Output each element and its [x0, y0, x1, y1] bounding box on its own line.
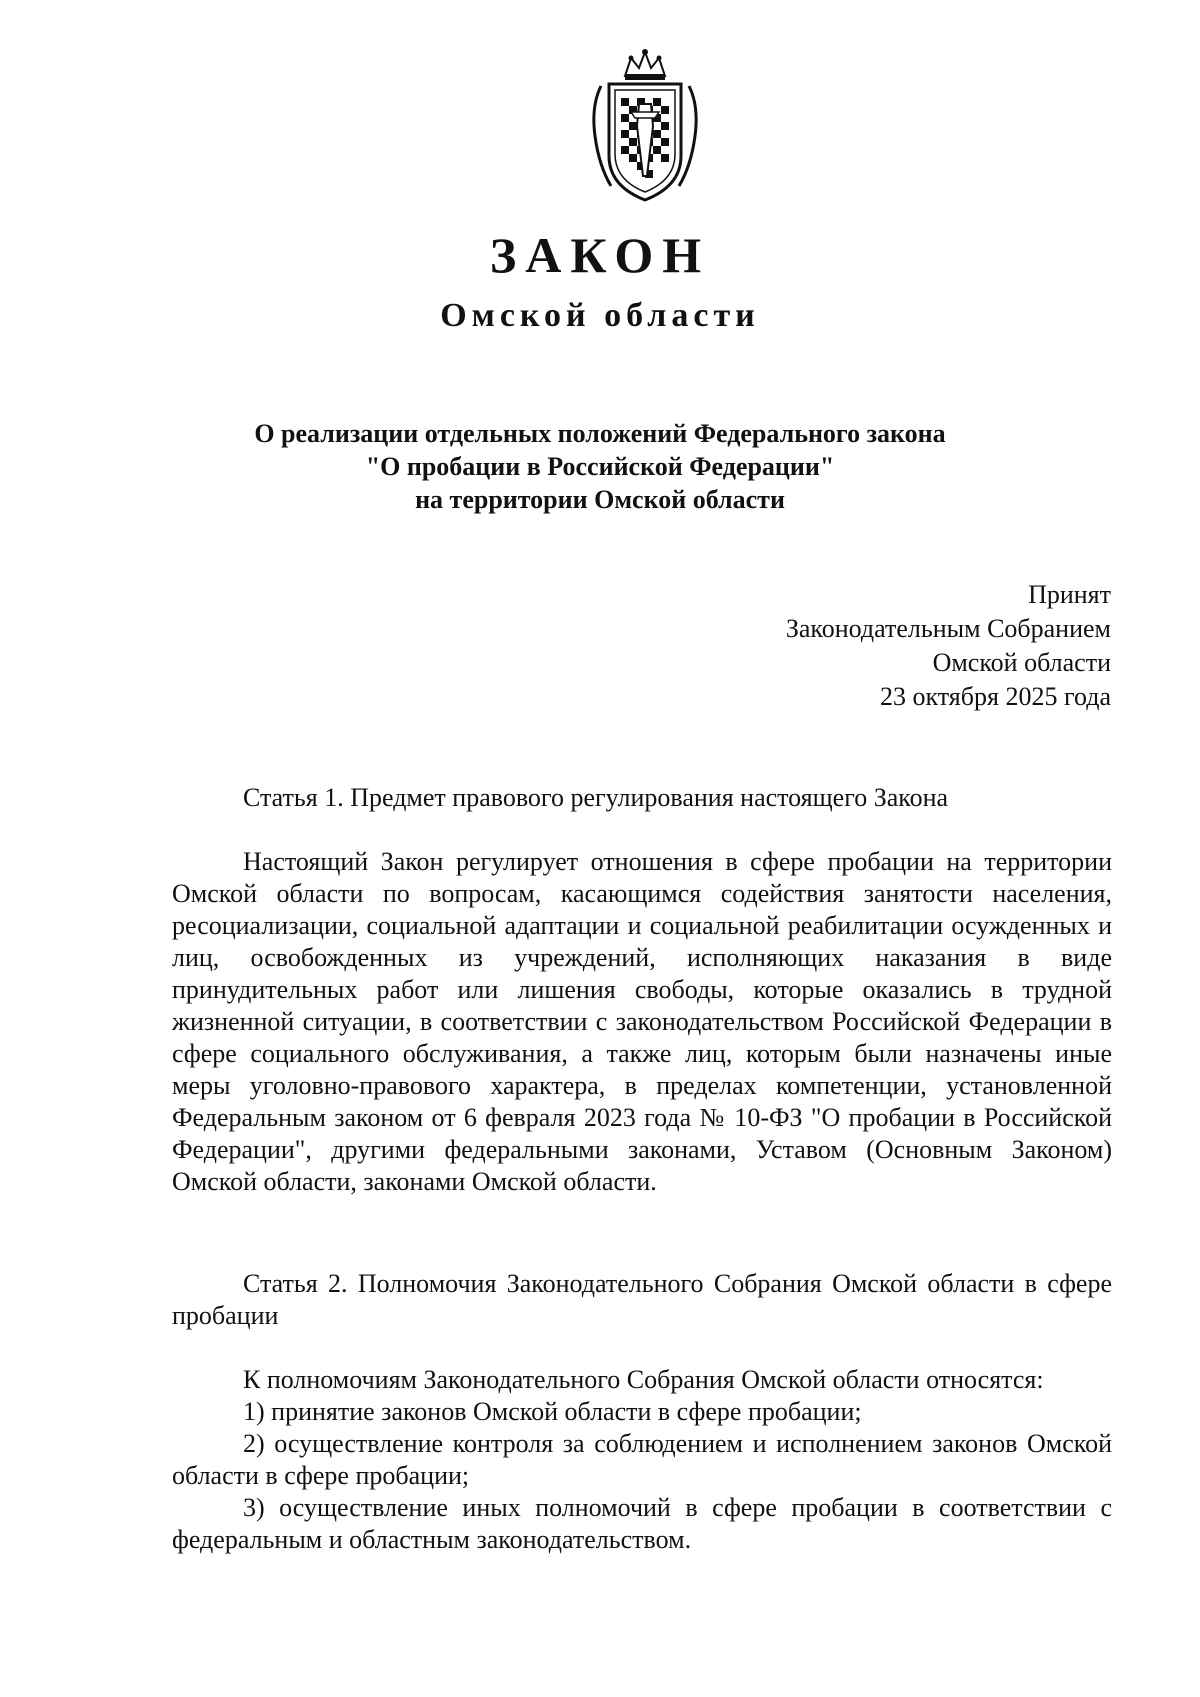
article-1-body: [172, 846, 1112, 1198]
article-1-heading: Статья 1. Предмет правового регулирования настоящего Закона: [243, 783, 949, 812]
law-subject: [150, 417, 1050, 516]
law-title: ЗАКОН: [489, 227, 711, 283]
list-item: 2) осуществление контроля за соблюдением и исполнением законов Омской области в сфере пробации;: [172, 1429, 1112, 1490]
subject-line: О реализации отдельных положений Федерального закона: [254, 419, 946, 448]
adoption-line: Законодательным Собранием: [785, 614, 1111, 643]
law-region: Омской области: [440, 297, 760, 334]
article-1-paragraph: Настоящий Закон регулирует отношения в сфере пробации на территории Омской области по вопросам, касающимся содействия занятости населения, ресоциализации, социальной адаптации и социальной реабилитации осужденных и лиц, освобожденных из учреждений, исполняющих наказания в виде принудительных работ или лишения свободы, которые оказались в трудной жизненной ситуации, в соответствии с законодательством Российской Федерации в сфере социального обслуживания, а также лиц, которым были назначены иные меры уголовно-правового характера, в пределах компетенции, установленной Федеральным законом от 6 февраля 2023 года № 10-ФЗ "О пробации в Российской Федерации", другими федеральными законами, Уставом (Основным Законом) Омской области, законами Омской области.: [172, 847, 1112, 1196]
list-item: 3) осуществление иных полномочий в сфере пробации в соответствии с федеральным и областным законодательством.: [172, 1493, 1112, 1554]
article-2-heading: Статья 2. Полномочия Законодательного Собрания Омской области в сфере пробации: [172, 1269, 1112, 1330]
adoption-line: Принят: [1028, 580, 1111, 609]
article-2-body: [172, 1364, 1112, 1556]
article-2-intro: К полномочиям Законодательного Собрания Омской области относятся:: [243, 1365, 1044, 1394]
subject-line: на территории Омской области: [415, 485, 785, 514]
adoption-block: [786, 578, 1111, 714]
coat-of-arms-icon: [581, 46, 709, 206]
list-item: 1) принятие законов Омской области в сфере пробации;: [243, 1397, 862, 1426]
adoption-line: Омской области: [932, 648, 1111, 677]
adoption-date: 23 октября 2025 года: [880, 682, 1111, 711]
subject-line: "О пробации в Российской Федерации": [365, 452, 835, 481]
